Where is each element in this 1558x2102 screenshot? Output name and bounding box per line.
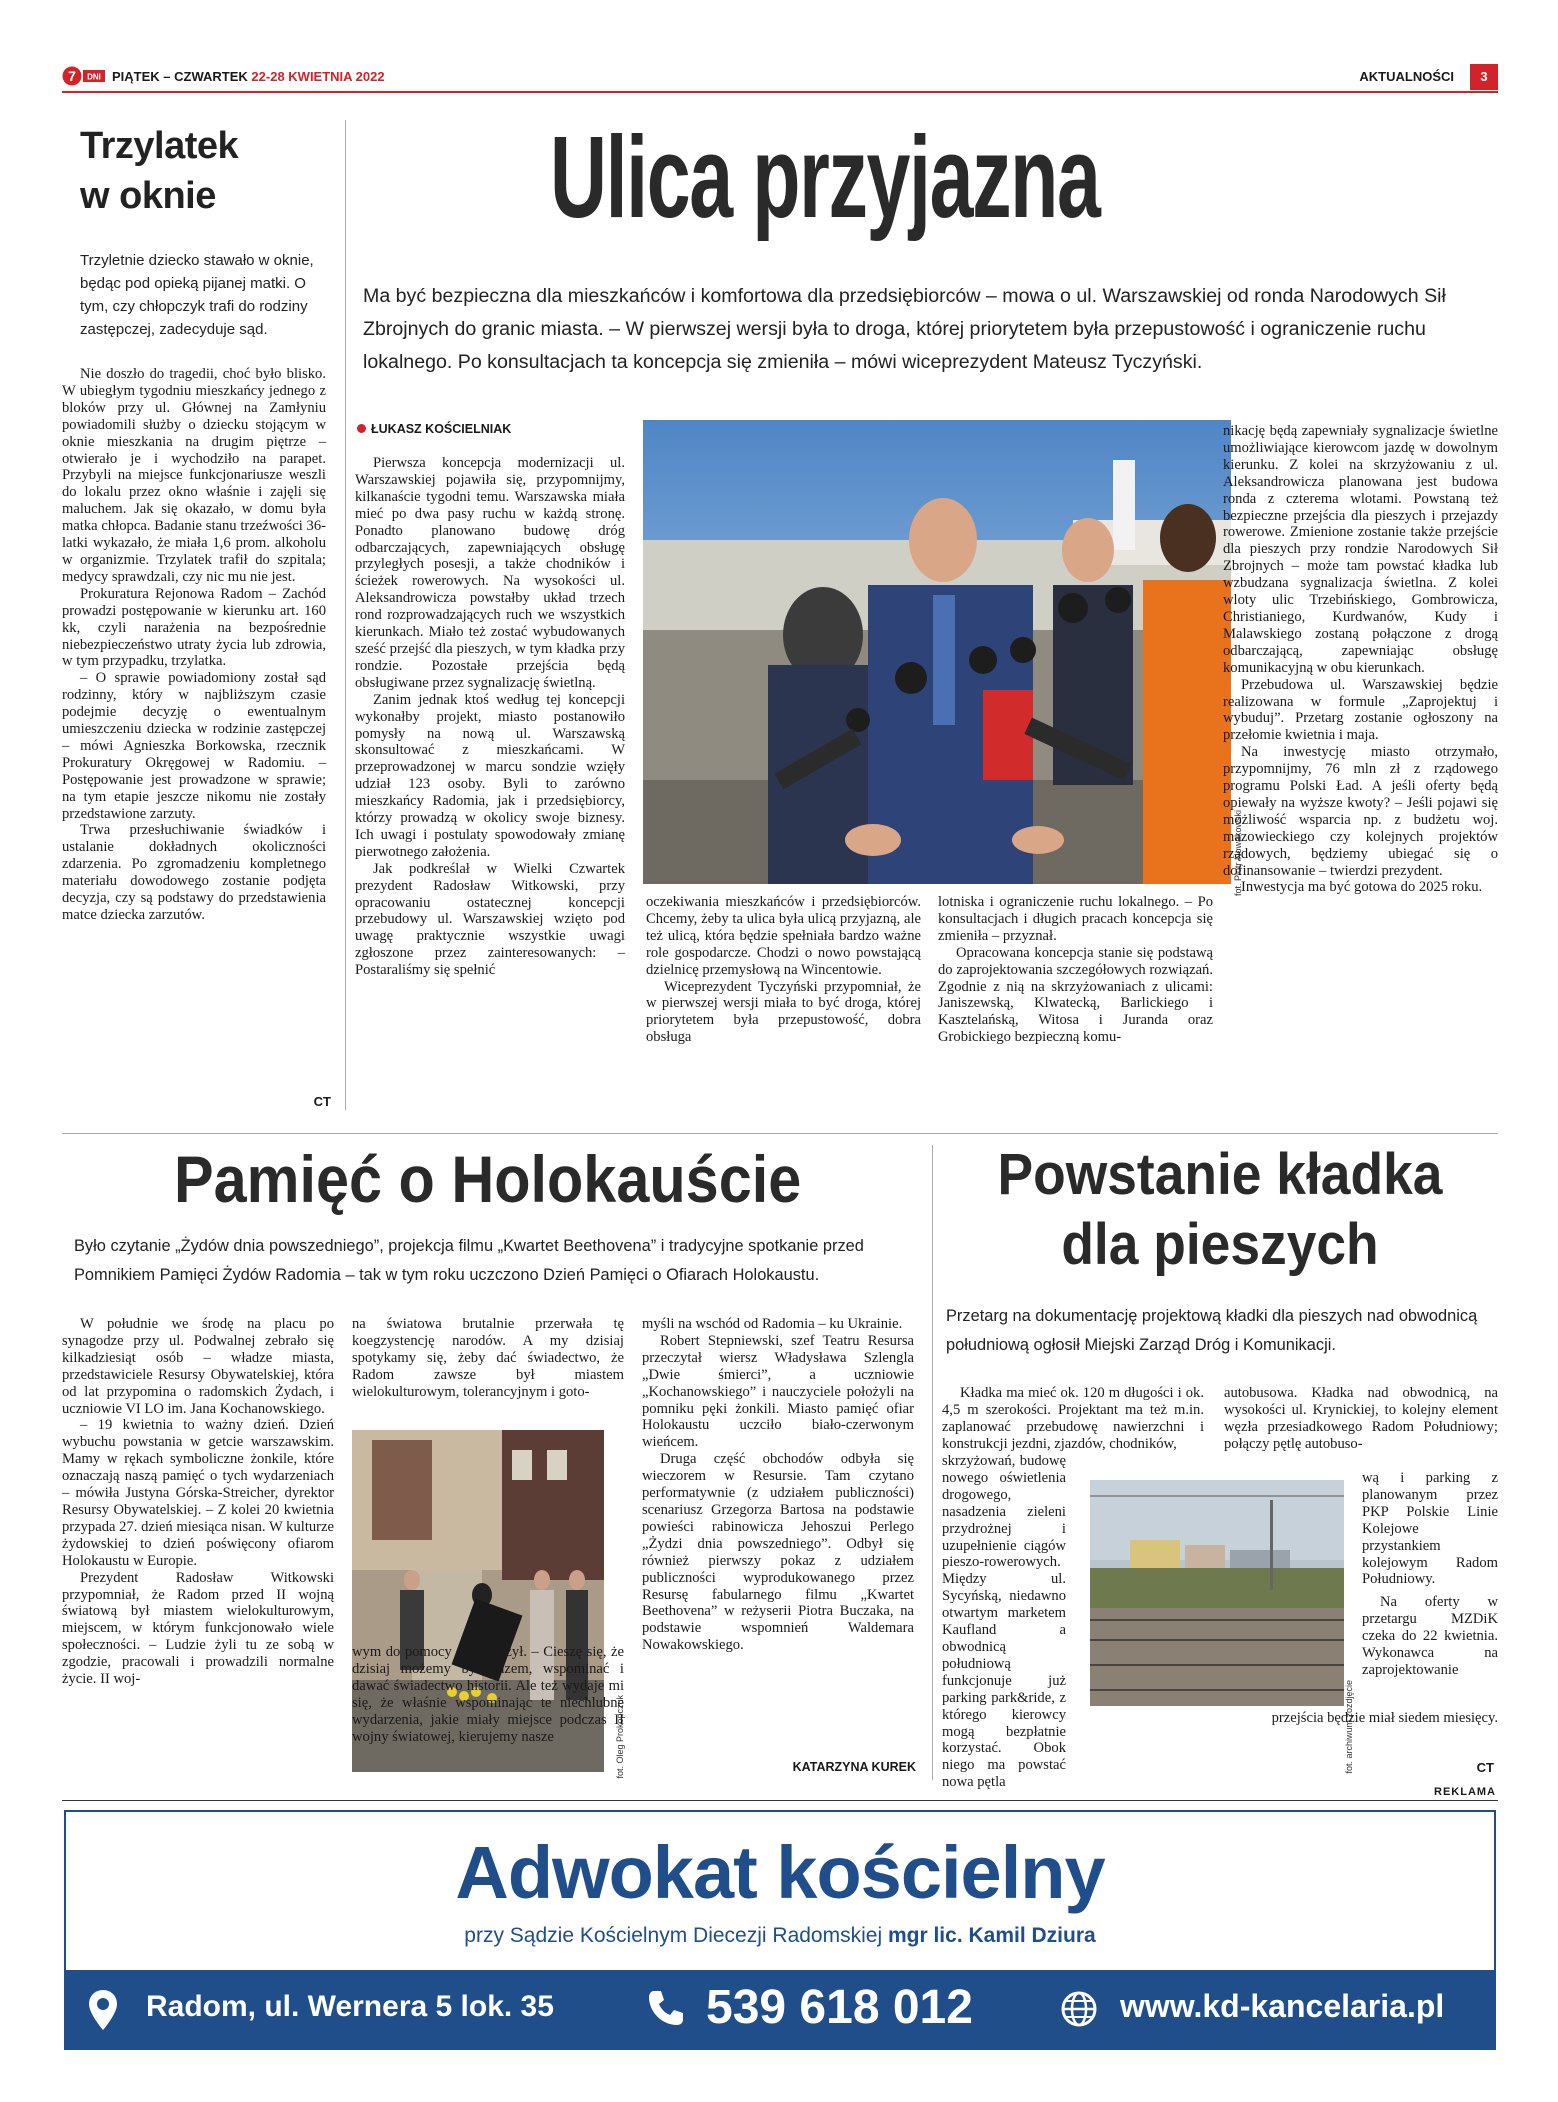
- trzylatek-lead: Trzyletnie dziecko stawało w oknie, będąc pod opieką pijanej matki. O tym, czy chłopczyk trafi do rodziny zastępczej, zadecyduje sąd.: [80, 252, 314, 338]
- location-pin-icon: [88, 1990, 118, 2030]
- ad-contact-band: [66, 1970, 1494, 2048]
- pamiec-photo-credit: fot. Oleg Prokopczuk: [615, 1695, 625, 1779]
- logo: [62, 66, 106, 86]
- pamiec-col-3: myśli na wschód od Radomia – ku Ukrainie. Robert Stepniewski, szef Teatru Resursa przeczytał wiersz Władysława Szlengla „Dwie śmierci”, a uczniowie „Kochanowskiego” i nauczyciele położyli na pomniku pęki żonkili. Miasto pamięć ofiar Holokaustu uczciło biało-czerwonym wieńcem. Druga część obchodów odbyła się wieczorem w Resursie. Tam czytano performatywnie (z udziałem publiczności) scenariusz Grzegorza Bartosa na podstawie powieści rabinowicza Jehoszui Perlego „Żydzi dnia powszedniego”. Odbył się również pierwszy pokaz z udziałem publiczności wyprodukowanego przez Resursę fabularnego filmu „Kwartet Beethovena” w reżyserii Piotra Buczaka, na podstawie wspomnień Waldemara Nowakowskiego.: [642, 1316, 914, 1654]
- pamiec-col-2-top: na światowa brutalnie przerwała tę koegzystencję narodów. A my dzisiaj spotykamy się, żeby dać świadectwo, że Radom zawsze był miastem wielokulturowym, tolerancyjnym i goto-: [352, 1316, 624, 1400]
- article-pamiec: [62, 1140, 920, 1780]
- column-divider: [932, 1145, 933, 1780]
- trzylatek-title: Trzylatek w oknie: [80, 125, 239, 217]
- ulica-photo: [643, 420, 1231, 884]
- phone-icon: [646, 1988, 686, 2028]
- trzylatek-author: CT: [313, 1094, 331, 1109]
- section-label: AKTUALNOŚCI: [1359, 69, 1454, 84]
- kladka-col-2-bottom: przejścia będzie miał siedem miesięcy.: [1271, 1710, 1498, 1726]
- ulica-col-4: nikację będą zapewniały sygnalizacje świetlne umożliwiające kierowcom jazdę w dowolnym kierunku. Z kolei na skrzyżowaniu z ul. Aleksandrowicza planowana jest budowa ronda z czterema wlotami. Powstaną też bezpieczne przejścia dla pieszych i przejazdy rowerowe. Zmienione zostanie także przejście dla pieszych przy rondzie Narodowych Sił Zbrojnych – może tam powstać kładka lub wzbudzana sygnalizacja świetlna. Z kolei wloty ulic Trzebińskiego, Gombrowicza, Christianiego, Kurdwanów, Kudy i Malawskiego zostaną połączone z drogą odbarczającą, zapewniając obsługę komunikacyjną w obu kierunkach. Przebudowa ul. Warszawskiej będzie realizowana w formule „Zaprojektuj i wybuduj”. Przetarg zostanie ogłoszony na przełomie kwietnia i maja. Na inwestycję miasto otrzymało, przypomnijmy, 76 mln zł z rządowego programu Polski Ład. A jeśli oferty będą opiewały na wyższe kwoty? – Jeśli pojawi się możliwość wsparcia np. z budżetu woj. mazowieckiego czy kolejnych projektów rządowych, będziemy ubiegać się o dofinansowanie – twierdzi prezydent. Inwestycja ma być gotowa do 2025 roku.: [1223, 423, 1498, 896]
- svg-text:7: 7: [68, 68, 76, 84]
- kladka-author: CT: [1476, 1760, 1494, 1775]
- kladka-col-1-top: Kładka ma mieć ok. 120 m długości i ok. 4,5 m szerokości. Projektant ma też m.in. zaplanować przebudowę nawierzchni i konstrukcji jezdni, zjazdów, chodników,: [942, 1385, 1204, 1452]
- ad-top-rule: [62, 1800, 1498, 1801]
- kladka-photo: [1090, 1480, 1344, 1706]
- date-prefix: PIĄTEK – CZWARTEK: [112, 69, 248, 84]
- column-divider: [345, 120, 346, 1110]
- ulica-title: Ulica przyjazna: [550, 112, 1100, 242]
- kladka-col-2-narrow-2: Na oferty w przetargu MZDiK czeka do 22 kwietnia. Wykonawca na zaprojektowanie: [1362, 1594, 1498, 1678]
- kladka-col-2-top: autobusowa. Kładka nad obwodnicą, na wysokości ul. Krynickiej, to kolejny element węzła przesiadkowego Radom Południowy; połączy pętlę autobuso-: [1224, 1385, 1498, 1452]
- page-header: [62, 64, 1498, 92]
- kladka-title: Powstanie kładka dla pieszych: [997, 1142, 1443, 1277]
- header-rule: [62, 91, 1498, 93]
- ulica-lead: Ma być bezpieczna dla mieszkańców i komfortowa dla przedsiębiorców – mowa o ul. Warszawskiej od ronda Narodowych Sił Zbrojnych do granic miasta. – W pierwszej wersji była to droga, której priorytetem była przepustowość i ograniczenie ruchu lokalnego. Po konsultacjach ta koncepcja się zmieniła – mówi wiceprezydent Mateusz Tyczyński.: [363, 285, 1446, 373]
- article-kladka: [942, 1140, 1498, 1791]
- ad-subtitle: przy Sądzie Kościelnym Diecezji Radomskiej mgr lic. Kamil Dziura: [464, 1924, 1096, 1947]
- pamiec-col-2-bottom: wym do pomocy – zauważył. – Cieszę się, że dzisiaj możemy być razem, wspominać i dawać świadectwo historii. Ale też wydaje mi się, że właśnie wspominając te niechlubne wydarzenia, jakie miały miejsce podczas II wojny światowej, kierujemy nasze: [352, 1644, 624, 1745]
- pamiec-lead: Było czytanie „Żydów dnia powszedniego”, projekcja filmu „Kwartet Beethovena” i tradycyjne spotkanie przed Pomnikiem Pamięci Żydów Radomia – tak w tym roku uczczono Dzień Pamięci o Ofiarach Holokaustu.: [74, 1237, 864, 1284]
- ad-website[interactable]: www.kd-kancelaria.pl: [1120, 1988, 1445, 2024]
- page-number: 3: [1470, 64, 1498, 90]
- ulica-photo-credit: fot. Piotr Nowakowski: [1233, 810, 1243, 897]
- ulica-col-2: oczekiwania mieszkańców i przedsiębiorców. Chcemy, żeby ta ulica była ulicą przyjazną, ale też ulicą, która będzie spełniała bardzo ważne role gospodarcze. Chodzi o nowo powstającą dzielnicę przemysłową na Wincentowie. Wiceprezydent Tyczyński przypomniał, że w pierwszej wersji miała to być droga, której priorytetem była przepustowość, dobra obsługa: [646, 894, 921, 1046]
- section-divider: [62, 1133, 1498, 1134]
- ulica-col-1: Pierwsza koncepcja modernizacji ul. Warszawskiej pojawiła się, przypomnijmy, kilkanaście tygodni temu. Warszawska miała mieć po dwa pasy ruchu w każdą stronę. Ponadto planowano budowę dróg odbarczających, zapewniających obsługę przyległych posesji, a także chodników i ścieżek rowerowych. Na wysokości ul. Aleksandrowicza powstałby układ trzech rond rozprowadzających ruch we wszystkich kierunkach. Miało też zostać wybudowanych sześć przejść dla pieszych, w tym kładka przy rondzie. Pozostałe przejścia będą obsługiwane przez sygnalizację świetlną. Zanim jednak ktoś według tej koncepcji wykonałby projekt, miasto postanowiło pomysły na nową ul. Warszawską skonsultować z mieszkańcami. W przeprowadzonej w marcu sondzie wzięły udział 123 osoby. Byli to zarówno mieszkańcy Radomia, jak i przedsiębiorcy, którzy prowadzą w okolicy swoje biznesy. Ich uwagi i postulaty spowodowały zmianę pierwotnego założenia. Jak podkreślał w Wielki Czwartek prezydent Radosław Witkowski, przy opracowaniu ostatecznej koncepcji przebudowy ul. Warszawskiej wzięto pod uwagę praktycznie wszystkie uwagi zgłoszone przez zainteresowanych: – Postaraliśmy się spełnić: [355, 455, 625, 979]
- pamiec-author: KATARZYNA KUREK: [792, 1760, 916, 1774]
- byline-dot-icon: [357, 424, 366, 433]
- ad-title: Adwokat kościelny: [455, 1831, 1105, 1914]
- globe-icon: [1060, 1990, 1098, 2028]
- kladka-photo-credit: fot. archiwum zozdjęcie: [1344, 1680, 1354, 1774]
- article-trzylatek: [62, 116, 335, 1116]
- ad-address: Radom, ul. Wernera 5 lok. 35: [146, 1990, 554, 2023]
- date-range: 22-28 KWIETNIA 2022: [251, 69, 385, 84]
- trzylatek-body: Nie doszło do tragedii, choć było blisko. W ubiegłym tygodniu mieszkańcy jednego z bloków przy ul. Głównej na Zamłyniu powiadomili służby o dziecku stojącym w oknie mieszkania na drugim piętrze – otwierało je i wychodziło na parapet. Przybyli na miejsce funkcjonariusze weszli do lokalu przez okno właśnie i zajęli się maluchem. Jak się okazało, w domu była matka chłopca. Badanie stanu trzeźwości 36-latki wykazało, że miała 1,6 prom. alkoholu w organizmie. Trzylatek trafił do szpitala; medycy sprawdzali, czy nic mu nie jest. Prokuratura Rejonowa Radom – Zachód prowadzi postępowanie w kierunku art. 160 kk, czyli narażenia na bezpośrednie niebezpieczeństwo utraty życia lub zdrowia, w tym przypadku, trzylatka. – O sprawie powiadomiony został sąd rodzinny, który w najbliższym czasie podejmie decyzję o ewentualnym umieszczeniu dziecka w rodzinie zastępczej – mówi Agnieszka Borkowska, rzecznik Prokuratury Okręgowej w Radomiu. – Postępowanie jest prowadzone w sprawie; na tym etapie jeszcze nikomu nie zostały przedstawione zarzuty. Trwa przesłuchiwanie świadków i ustalanie dokładnych okoliczności zdarzenia. Po zgromadzeniu kompletnego materiału dowodowego zostanie podjęta decyzja, czy są podstawy do przedstawienia matce dziecka zarzutów.: [62, 366, 326, 923]
- pamiec-col-1: W południe we środę na placu po synagodze przy ul. Podwalnej zebrało się kilkadziesiąt osób – władze miasta, przedstawiciele Resursy Obywatelskiej, która od lat przypomina o radomskich Żydach, i uczniowie VI LO im. Jana Kochanowskiego. – 19 kwietnia to ważny dzień. Dzień wybuchu powstania w getcie warszawskim. Mamy w rękach symboliczne żonkile, które oznaczają naszą pamięć o tych wydarzeniach – mówiła Justyna Górska-Streicher, dyrektor Resursy Obywatelskiej. – Z kolei 20 kwietnia przypada 27. dzień miesiąca nisan. W kulturze żydowskiej to dzień poświęcony ofiarom Holokaustu w Europie. Prezydent Radosław Witkowski przypomniał, że Radom przed II wojną światową był miastem wielokulturowym, miejscem, w którym funkcjonowało wiele społeczności. – Ludzie żyli tu ze sobą w zgodzie, pracowali i prowadzili normalne życie. II woj-: [62, 1316, 334, 1688]
- ad-phone[interactable]: 539 618 012: [706, 1981, 973, 2034]
- svg-text:DNI: DNI: [87, 72, 101, 82]
- ad-label: REKLAMA: [1434, 1786, 1496, 1798]
- kladka-lead: Przetarg na dokumentację projektową kładki dla pieszych nad obwodnicą południową ogłosił Miejski Zarząd Dróg i Komunikacji.: [946, 1307, 1478, 1354]
- ulica-byline: ŁUKASZ KOŚCIELNIAK: [357, 422, 511, 436]
- kladka-col-2-narrow: wą i parking z planowanym przez PKP Polskie Linie Kolejowe przystankiem kolejowym Radom Południowy.: [1362, 1470, 1498, 1588]
- pamiec-title: Pamięć o Holokauście: [174, 1142, 802, 1216]
- article-ulica: [355, 110, 1499, 1120]
- advertisement[interactable]: [64, 1810, 1496, 2050]
- issue-date: [112, 69, 385, 84]
- ulica-col-3: lotniska i ograniczenie ruchu lokalnego. – Po konsultacjach i długich pracach koncepcja się zmieniła – przyznał. Opracowana koncepcja stanie się podstawą do zaprojektowania szczegółowych rozwiązań. Zgodnie z nią na skrzyżowaniach z ulicami: Janiszewską, Klwatecką, Barlickiego i Kasztelańską, Witosa i Juranda oraz Grobickiego bezpieczną komu-: [938, 894, 1213, 1046]
- kladka-col-1-narrow: skrzyżowań, budowę nowego oświetlenia drogowego, nasadzenia zieleni przydrożnej i uzupełnienie ciągów pieszo-rowerowych. Między ul. Sycyńską, niedawno otwartym marketem Kaufland a obwodnicą południową funkcjonuje już parking park&ride, z którego kierowcy mogą bezpłatnie korzystać. Obok niego ma powstać nowa pętla: [942, 1453, 1066, 1791]
